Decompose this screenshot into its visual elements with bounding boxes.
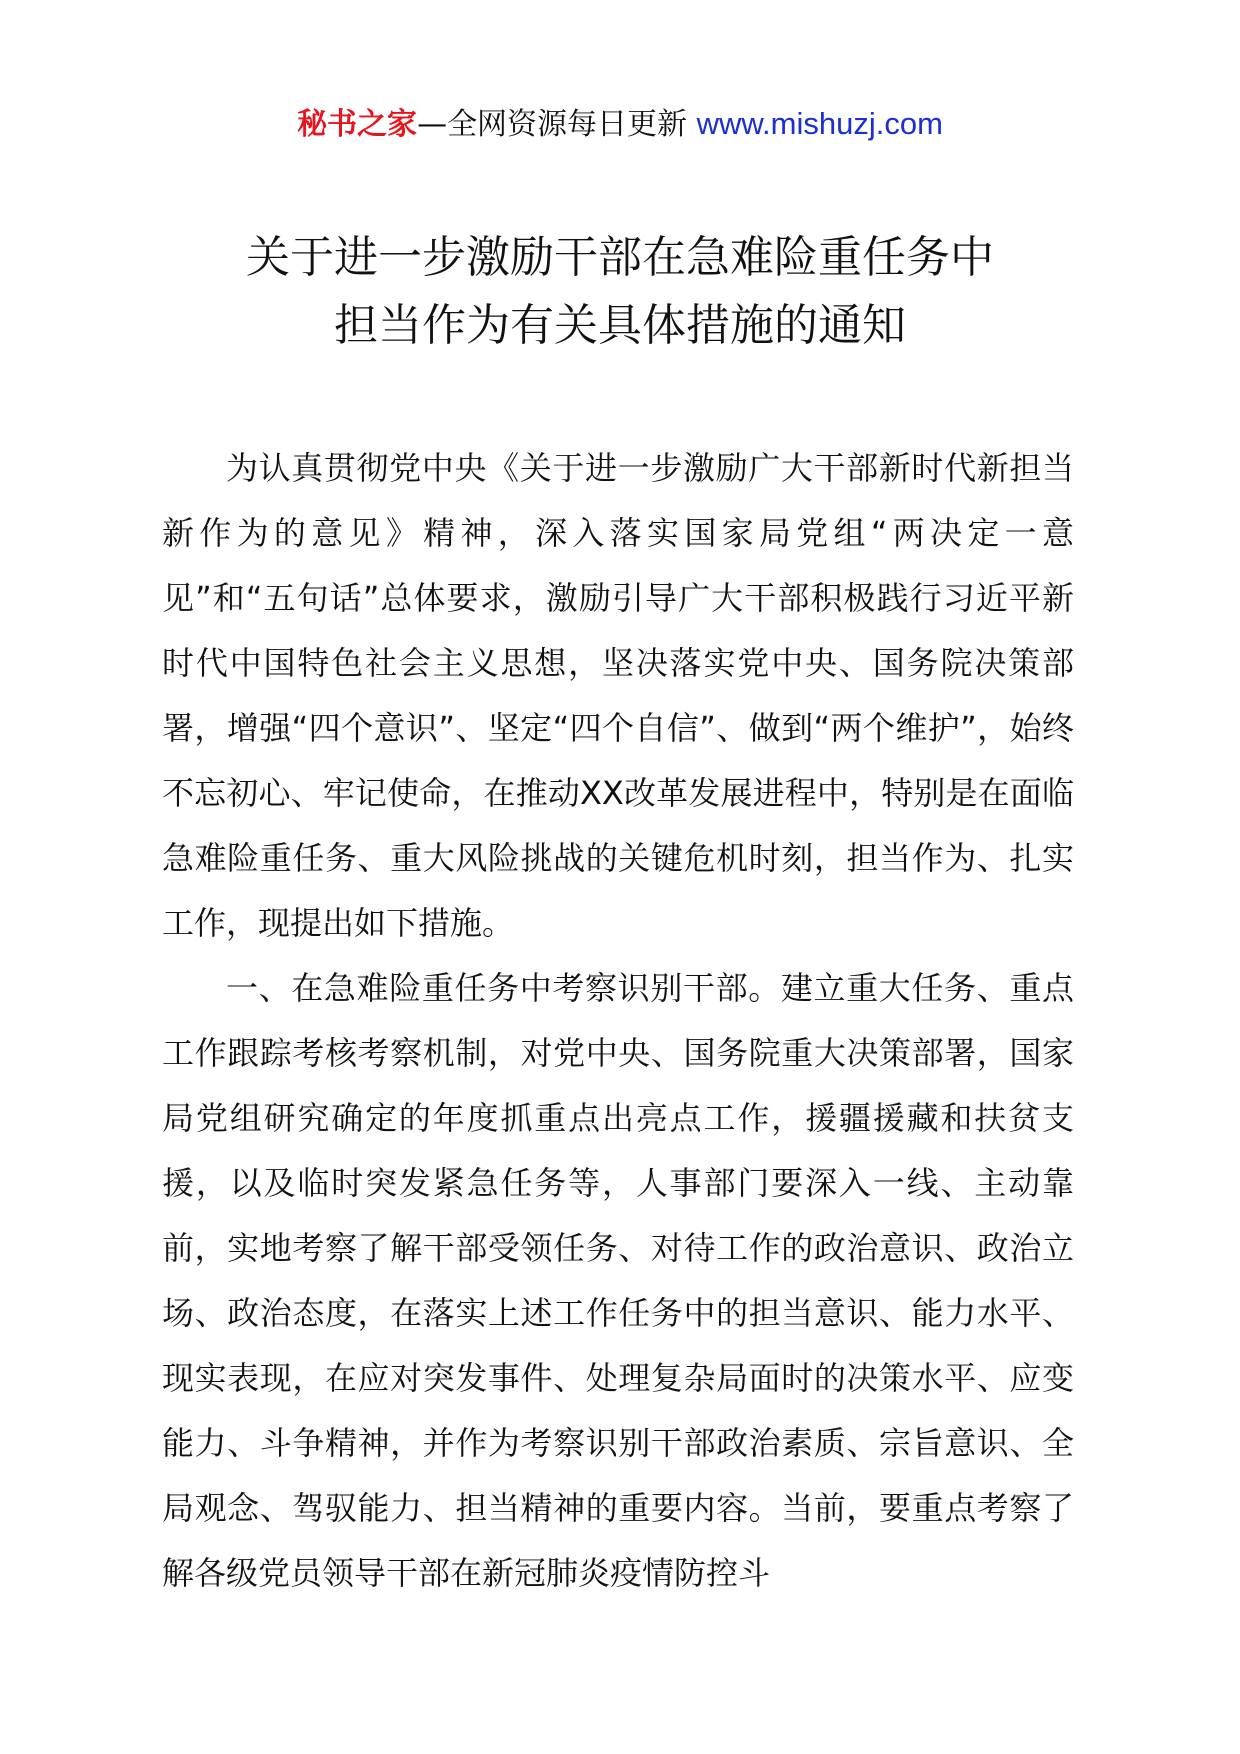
site-tagline: —全网资源每日更新 — [417, 107, 697, 142]
paragraph-section-1: 一、在急难险重任务中考察识别干部。建立重大任务、重点工作跟踪考核考察机制，对党中央、国务院重大决策部署，国家局党组研究确定的年度抓重点出亮点工作，援疆援藏和扶贫支援，以及临时突发紧急任务等，人事部门要深入一线、主动靠前，实地考察了解干部受领任务、对待工作的政治意识、政治立场、政治态度，在落实上述工作任务中的担当意识、能力水平、现实表现，在应对突发事件、处理复杂局面时的决策水平、应变能力、斗争精神，并作为考察识别干部政治素质、宗旨意识、全局观念、驾驭能力、担当精神的重要内容。当前，要重点考察了解各级党员领导干部在新冠肺炎疫情防控斗 — [162, 969, 1074, 1592]
document-body — [162, 436, 1074, 1606]
paragraph-intro: 为认真贯彻党中央《关于进一步激励广大干部新时代新担当新作为的意见》精神，深入落实国家局党组“两决定一意见”和“五句话”总体要求，激励引导广大干部积极践行习近平新时代中国特色社会主义思想，坚决落实党中央、国务院决策部署，增强“四个意识”、坚定“四个自信”、做到“两个维护”，始终不忘初心、牢记使命，在推动XX改革发展进程中，特别是在面临急难险重任务、重大风险挑战的关键危机时刻，担当作为、扎实工作，现提出如下措施。 — [162, 449, 1074, 942]
site-brand: 秘书之家 — [297, 107, 418, 142]
site-url-link[interactable]: www.mishuzj.com — [696, 106, 943, 141]
title-line-1: 关于进一步激励干部在急难险重任务中 — [246, 232, 994, 283]
title-line-2: 担当作为有关具体措施的通知 — [334, 300, 906, 351]
site-header — [0, 100, 1240, 149]
document-title — [0, 224, 1240, 360]
